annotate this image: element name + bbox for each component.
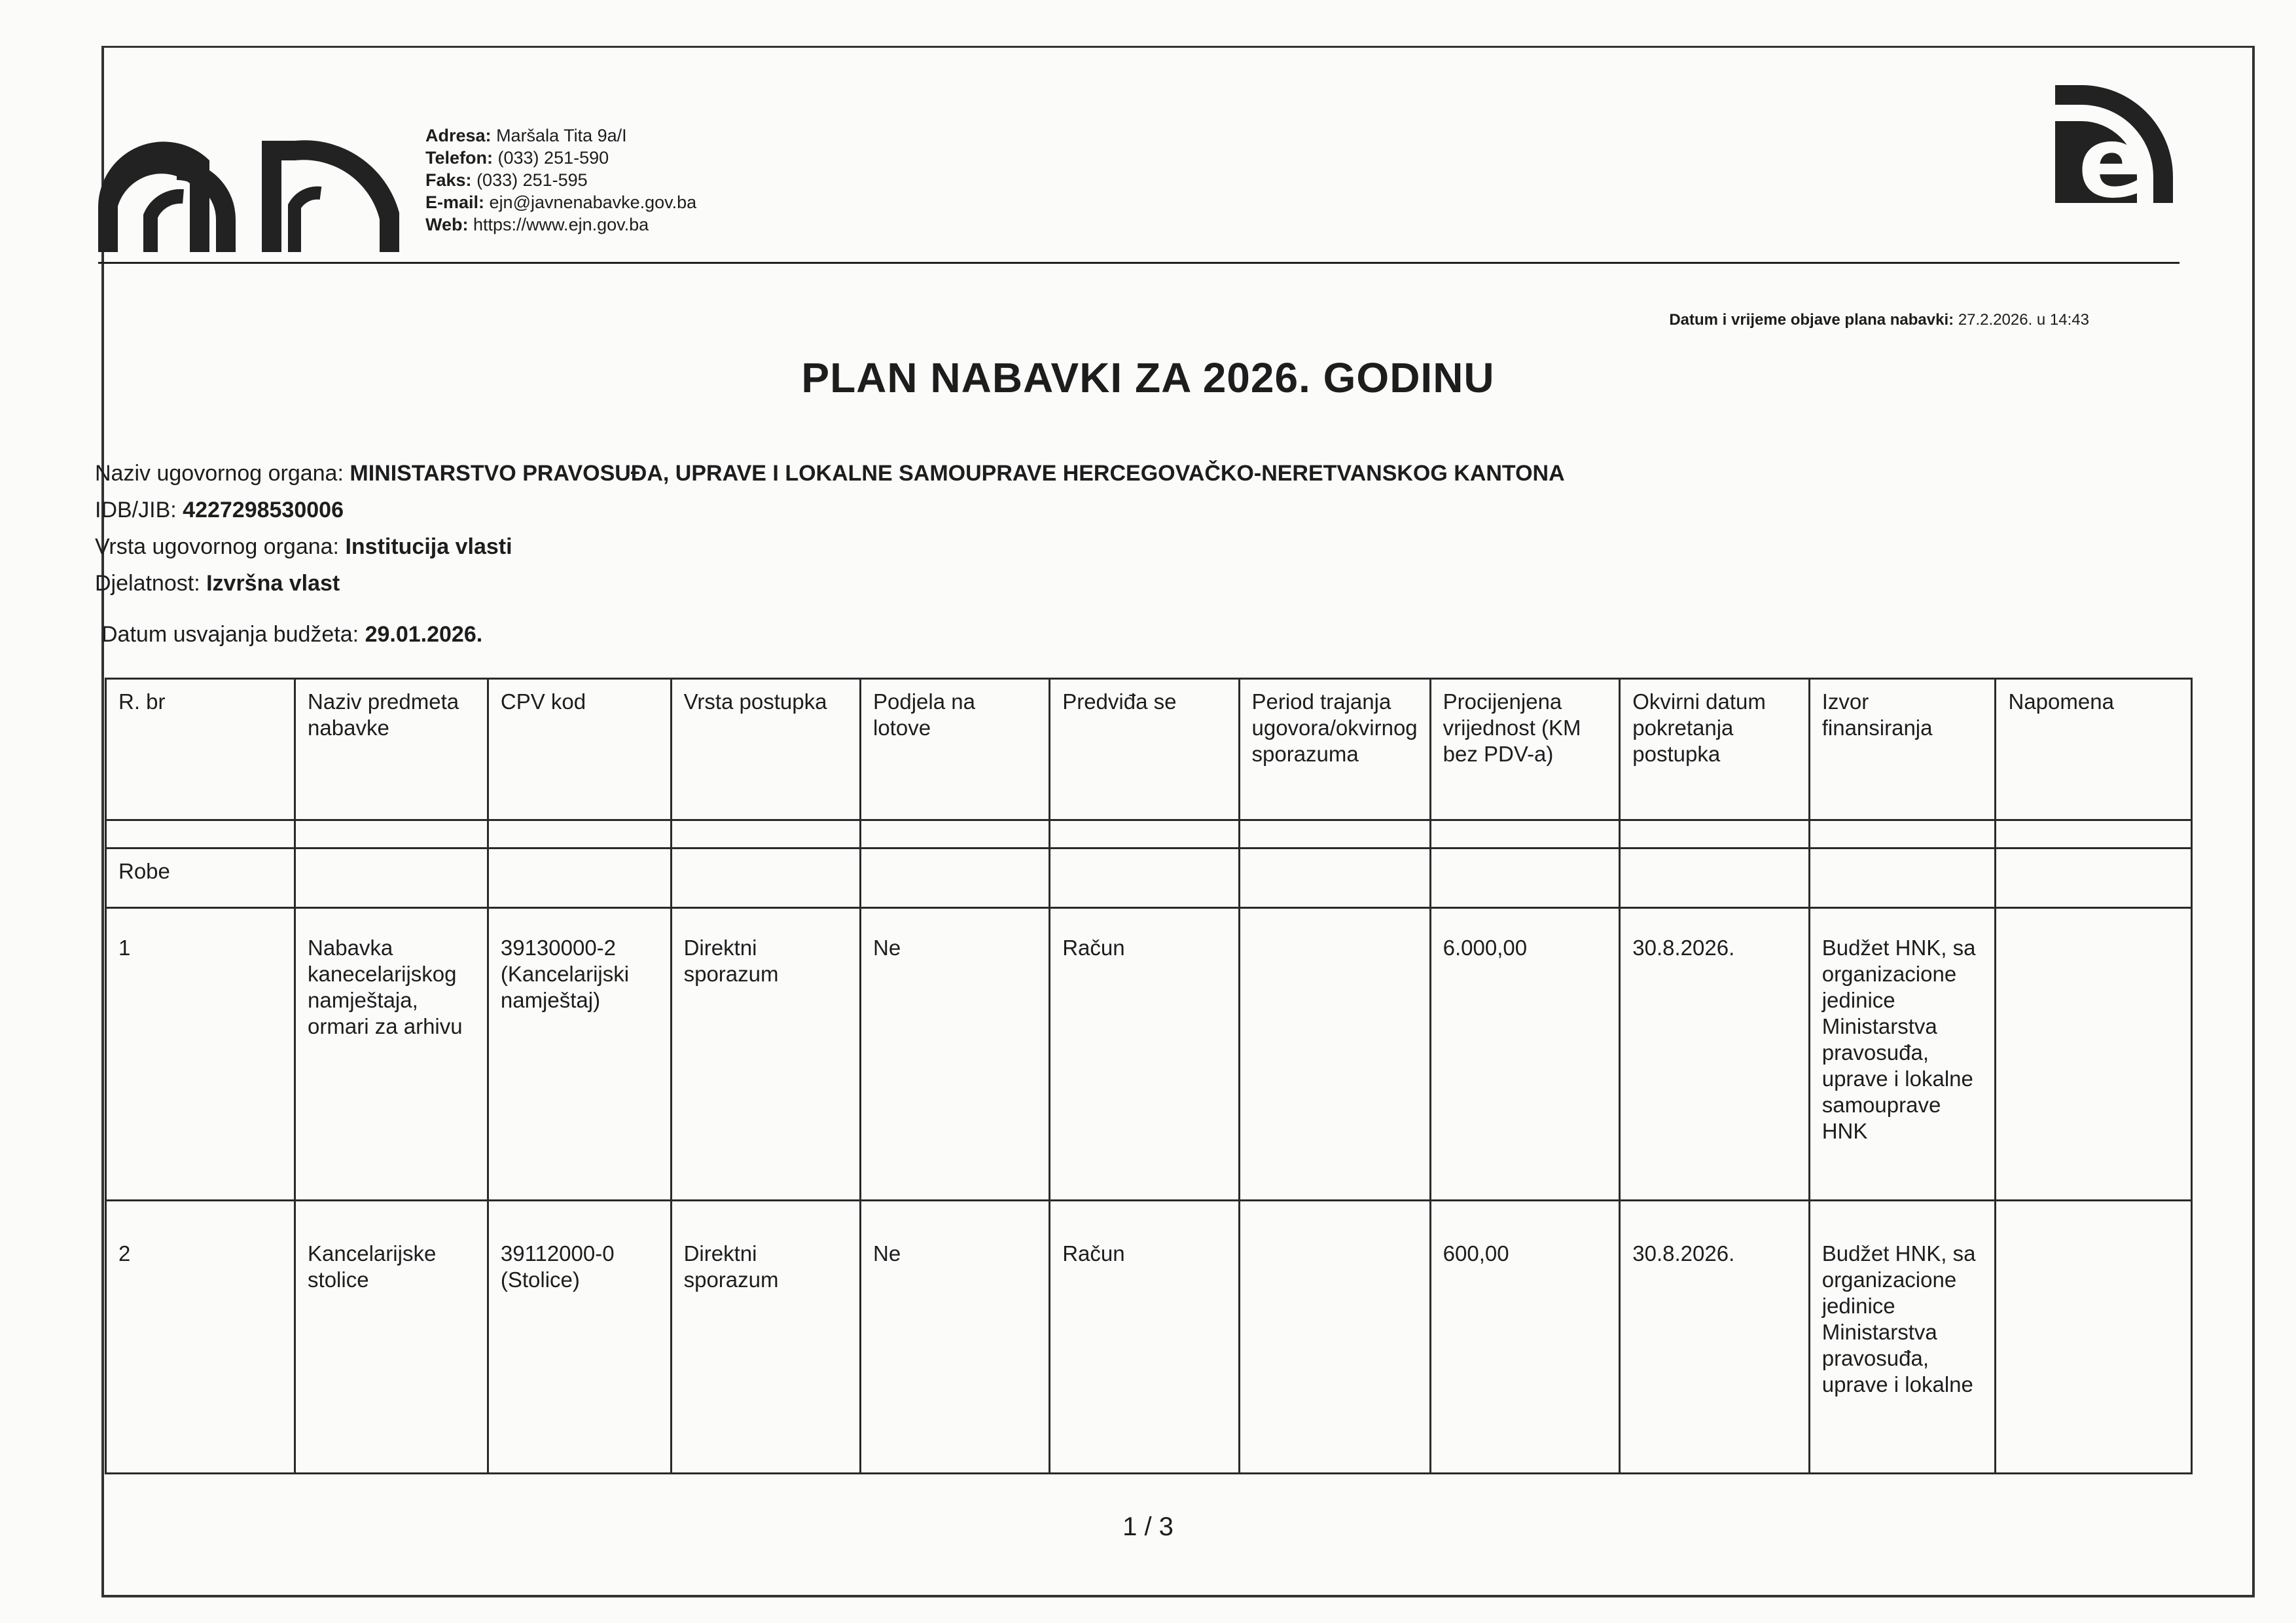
authority-info: [95, 455, 1565, 602]
ejn-logo-icon: [2055, 85, 2173, 203]
fax-label: Faks:: [425, 170, 472, 190]
start-date: 30.8.2026.: [1620, 908, 1809, 1201]
table-spacer-row: [106, 820, 2192, 848]
id-label: IDB/JIB:: [95, 498, 177, 522]
table-section-row: [106, 848, 2192, 908]
procedure-type: Direktni sporazum: [671, 908, 860, 1201]
header-divider: [98, 262, 2179, 264]
note: [1996, 1201, 2192, 1474]
authority-label: Naziv ugovornog organa:: [95, 461, 344, 486]
row-number: 2: [106, 1201, 295, 1474]
planned: Račun: [1050, 908, 1239, 1201]
fax-value: (033) 251-595: [476, 170, 588, 190]
published-value: 27.2.2026. u 14:43: [1958, 311, 2089, 329]
item-name: Nabavka kanecelarijskog namještaja, ormari za arhivu: [295, 908, 488, 1201]
web-value[interactable]: https://www.ejn.gov.ba: [473, 215, 649, 234]
letterhead: [98, 98, 2206, 329]
cpv-code: 39130000-2 (Kancelarijski namještaj): [488, 908, 671, 1201]
budget-value: 29.01.2026.: [365, 622, 483, 647]
page-title: PLAN NABAVKI ZA 2026. GODINU: [801, 354, 1495, 401]
budget-label: Datum usvajanja budžeta:: [101, 622, 359, 647]
contract-period: [1239, 1201, 1430, 1474]
web-label: Web:: [425, 215, 469, 234]
contact-block: [425, 124, 696, 236]
budget-date: [101, 622, 482, 647]
column-header: R. br: [106, 679, 295, 820]
funding-source: Budžet HNK, sa organizacione jedinice Ministarstva pravosuđa, uprave i lokalne: [1809, 1201, 1996, 1474]
column-header: Izvor finansiranja: [1809, 679, 1996, 820]
column-header: Vrsta postupka: [671, 679, 860, 820]
phone-label: Telefon:: [425, 148, 493, 168]
email-label: E-mail:: [425, 192, 485, 212]
ajn-logo-icon: [98, 121, 399, 252]
lots: Ne: [860, 1201, 1049, 1474]
column-header: Podjela na lotove: [860, 679, 1049, 820]
id-value: 4227298530006: [183, 498, 344, 522]
page-frame-left: [101, 46, 104, 1597]
procurement-plan-table: [105, 678, 2193, 1474]
column-header: Naziv predmeta nabavke: [295, 679, 488, 820]
cpv-code: 39112000-0 (Stolice): [488, 1201, 671, 1474]
column-header: Period trajanja ugovora/okvirnog sporazuma: [1239, 679, 1430, 820]
contract-period: [1239, 908, 1430, 1201]
published-label: Datum i vrijeme objave plana nabavki:: [1669, 311, 1954, 329]
column-header: CPV kod: [488, 679, 671, 820]
lots: Ne: [860, 908, 1049, 1201]
email-value[interactable]: ejn@javnenabavke.gov.ba: [489, 192, 697, 212]
authority-value: MINISTARSTVO PRAVOSUĐA, UPRAVE I LOKALNE SAMOUPRAVE HERCEGOVAČKO-NERETVANSKOG KANTONA: [350, 461, 1565, 486]
column-header: Predviđa se: [1050, 679, 1239, 820]
phone-value: (033) 251-590: [497, 148, 609, 168]
row-number: 1: [106, 908, 295, 1201]
page-number: 1 / 3: [1122, 1512, 1174, 1541]
planned: Račun: [1050, 1201, 1239, 1474]
start-date: 30.8.2026.: [1620, 1201, 1809, 1474]
column-header: Napomena: [1996, 679, 2192, 820]
procedure-type: Direktni sporazum: [671, 1201, 860, 1474]
column-header: Procijenjena vrijednost (KM bez PDV-a): [1430, 679, 1620, 820]
table-row: [106, 908, 2192, 1201]
svg-text:e: e: [2078, 106, 2145, 203]
note: [1996, 908, 2192, 1201]
table-row: [106, 1201, 2192, 1474]
address-value: Maršala Tita 9a/I: [496, 126, 627, 145]
section-label: Robe: [106, 848, 295, 908]
type-label: Vrsta ugovornog organa:: [95, 534, 339, 559]
estimated-value: 6.000,00: [1430, 908, 1620, 1201]
published-date: [1669, 311, 2089, 329]
column-header: Okvirni datum pokretanja postupka: [1620, 679, 1809, 820]
item-name: Kancelarijske stolice: [295, 1201, 488, 1474]
type-value: Institucija vlasti: [345, 534, 512, 559]
estimated-value: 600,00: [1430, 1201, 1620, 1474]
table-header-row: [106, 679, 2192, 820]
activity-value: Izvršna vlast: [206, 571, 340, 596]
address-label: Adresa:: [425, 126, 492, 145]
funding-source: Budžet HNK, sa organizacione jedinice Ministarstva pravosuđa, uprave i lokalne samouprave HNK: [1809, 908, 1996, 1201]
activity-label: Djelatnost:: [95, 571, 200, 596]
